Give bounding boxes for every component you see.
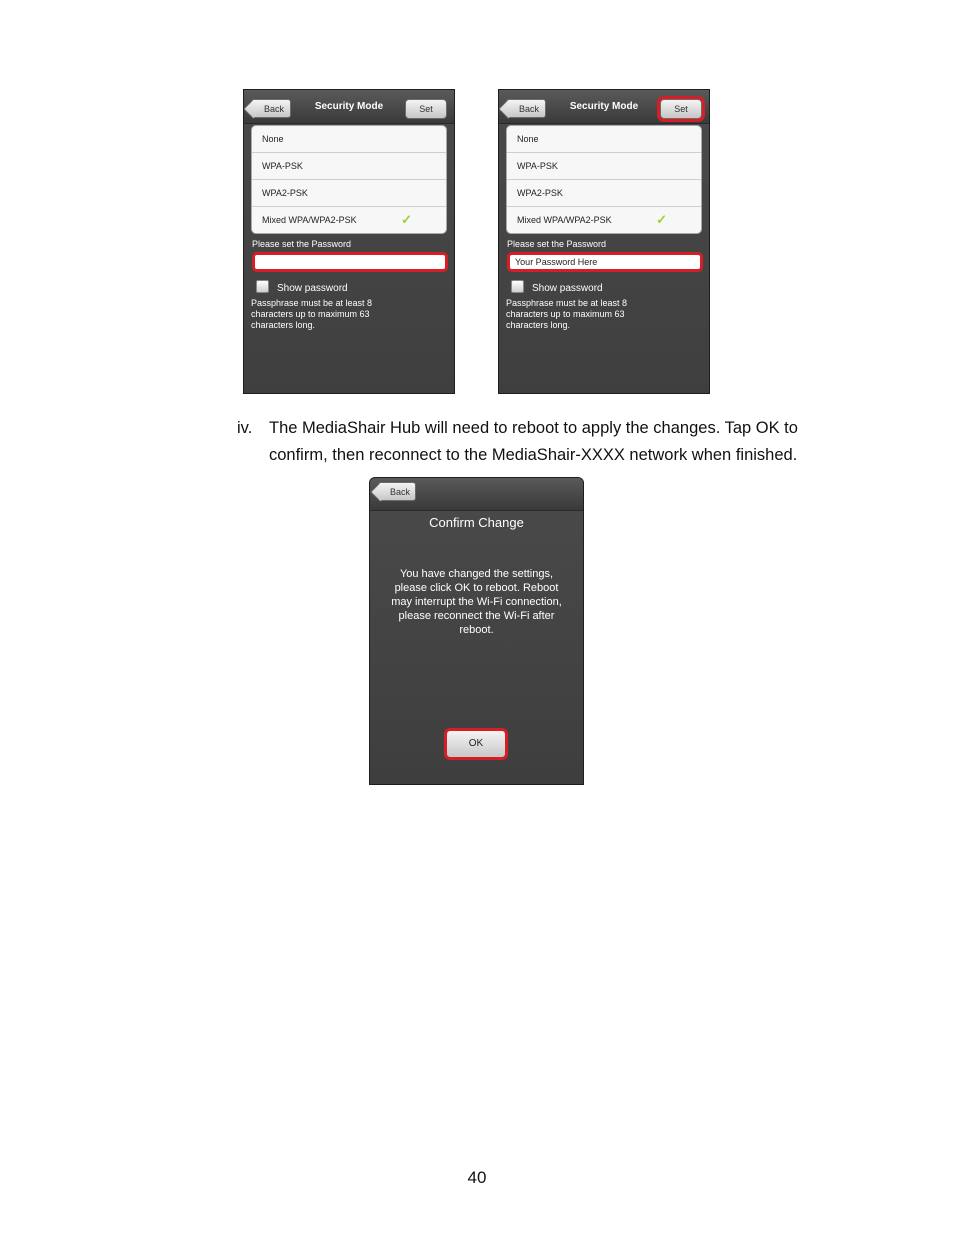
nav-title: Security Mode: [314, 101, 384, 112]
nav-bar: [244, 90, 454, 124]
nav-bar: [370, 478, 583, 511]
security-options-list: [506, 125, 702, 234]
option-label: Mixed WPA/WPA2-PSK: [517, 215, 612, 225]
nav-bar: [499, 90, 709, 124]
password-label: Please set the Password: [252, 239, 352, 249]
option-wpa2-psk[interactable]: WPA2-PSK: [507, 180, 701, 207]
show-password-row[interactable]: [511, 280, 603, 294]
option-mixed-wpa[interactable]: [507, 207, 701, 233]
show-password-checkbox[interactable]: [256, 280, 269, 293]
option-mixed-wpa[interactable]: [252, 207, 446, 233]
password-input[interactable]: Your Password Here: [507, 252, 703, 272]
confirm-title: Confirm Change: [429, 515, 524, 530]
step-number: iv.: [237, 419, 253, 437]
confirm-message: You have changed the settings, please click OK to reboot. Reboot may interrupt the Wi-Fi connection, please reconnect the Wi-Fi after reboot.: [391, 568, 562, 636]
show-password-label: Show password: [277, 283, 348, 294]
security-mode-screenshot-left: [243, 89, 455, 394]
back-button[interactable]: Back: [506, 99, 546, 118]
option-wpa-psk[interactable]: WPA-PSK: [507, 153, 701, 180]
set-button[interactable]: Set: [405, 99, 447, 119]
step-text: The MediaShair Hub will need to reboot to apply the changes. Tap OK to confirm, then reconnect to the MediaShair-XXXX network when finished.: [269, 419, 798, 464]
option-none[interactable]: None: [507, 126, 701, 153]
option-none[interactable]: None: [252, 126, 446, 153]
checkmark-icon: ✓: [656, 212, 667, 227]
back-button[interactable]: Back: [251, 99, 291, 118]
checkmark-icon: ✓: [401, 212, 412, 227]
password-label: Please set the Password: [507, 239, 607, 249]
set-button[interactable]: Set: [660, 99, 702, 119]
ok-button[interactable]: OK: [444, 728, 508, 760]
passphrase-hint: Passphrase must be at least 8 characters up to maximum 63 characters long.: [251, 298, 373, 330]
security-mode-screenshot-right: [498, 89, 710, 394]
password-input[interactable]: [252, 252, 448, 272]
show-password-label: Show password: [532, 283, 603, 294]
nav-title: Security Mode: [569, 101, 639, 112]
option-label: Mixed WPA/WPA2-PSK: [262, 215, 357, 225]
security-options-list: [251, 125, 447, 234]
passphrase-hint: Passphrase must be at least 8 characters up to maximum 63 characters long.: [506, 298, 628, 330]
confirm-change-screenshot: [369, 477, 584, 785]
option-wpa2-psk[interactable]: WPA2-PSK: [252, 180, 446, 207]
page-number: 40: [467, 1168, 487, 1187]
option-wpa-psk[interactable]: WPA-PSK: [252, 153, 446, 180]
show-password-checkbox[interactable]: [511, 280, 524, 293]
back-button[interactable]: Back: [378, 482, 416, 501]
instruction-step: [237, 415, 837, 469]
show-password-row[interactable]: [256, 280, 348, 294]
